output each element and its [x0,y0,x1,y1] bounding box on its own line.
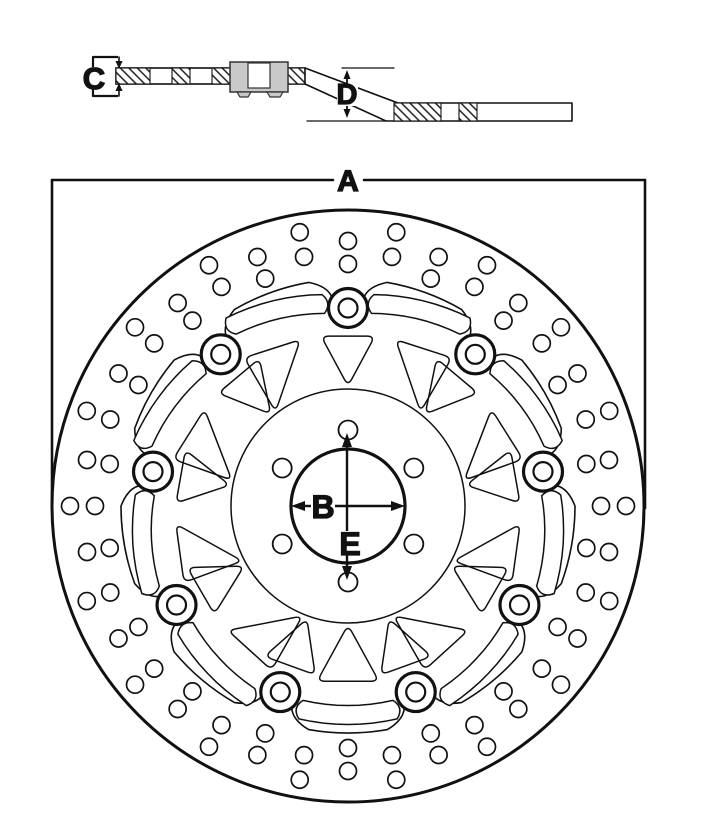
front-view [52,180,645,802]
dim-label-center-bore: B [311,489,335,525]
dim-label-thickness: C [82,61,106,96]
dim-label-pitch-circle: E [339,526,361,562]
cross-section-view [93,57,572,121]
section-hub-block [230,62,288,97]
dim-label-outer-diameter: A [337,165,359,198]
dim-label-offset-height: D [336,79,358,111]
